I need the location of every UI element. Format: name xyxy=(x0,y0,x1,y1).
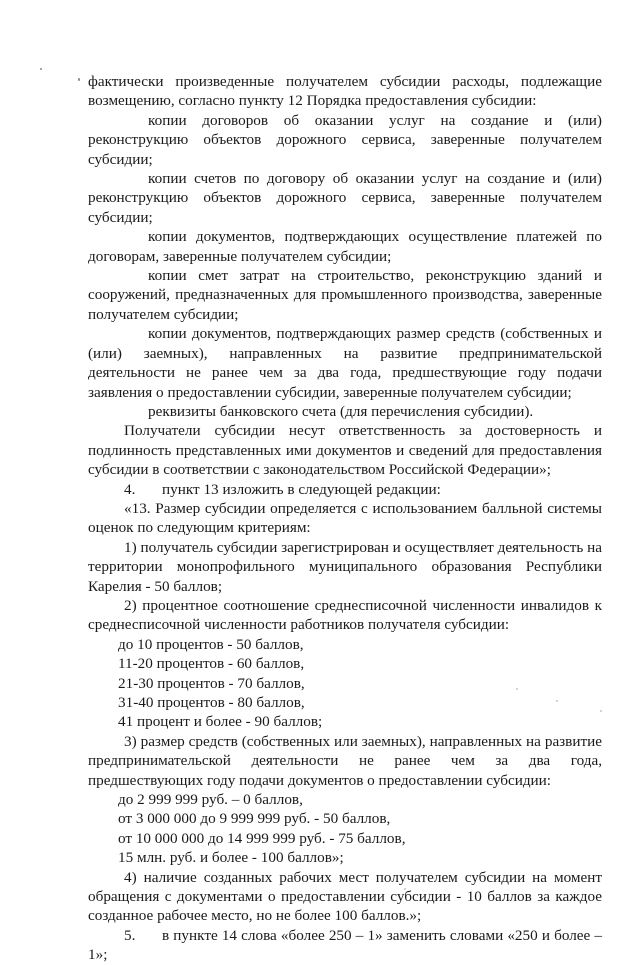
item-4-text: пункт 13 изложить в следующей редакции: xyxy=(162,480,441,498)
paragraph-bank-details: реквизиты банковского счета (для перечисления субсидии). xyxy=(148,402,534,420)
paragraph-funds-copies: копии документов, подтверждающих размер средств (собственных и (или) заемных), направленных на развитие предпринимательской деятельности не ранее чем за два года, предшествующие году подачи заявления о предоставлении субсидии, заверенные получателем субсидии; xyxy=(88,325,602,401)
scan-speck xyxy=(40,68,42,70)
criterion-3-option: от 10 000 000 до 14 999 999 руб. - 75 баллов, xyxy=(118,829,406,847)
document-body xyxy=(88,72,602,965)
item-4 xyxy=(88,480,602,499)
criterion-3-option: от 3 000 000 до 9 999 999 руб. - 50 баллов, xyxy=(118,810,391,828)
criterion-3-option: до 2 999 999 руб. – 0 баллов, xyxy=(118,791,303,809)
paragraph-responsibility: Получатели субсидии несут ответственность за достоверность и подлинность представленных ими документов и сведений для предоставления субсидии в соответствии с законодательством Российской Федерации»; xyxy=(88,422,602,479)
criterion-4: 4) наличие созданных рабочих мест получателем субсидии на момент обращения с документами о предоставлении субсидии - 10 баллов за каждое созданное рабочее место, но не более 100 баллов.»; xyxy=(88,868,602,925)
criterion-2-option: 41 процент и более - 90 баллов; xyxy=(118,713,323,731)
paragraph-estimate-copies: копии смет затрат на строительство, реконструкцию зданий и сооружений, предназначенных для промышленного производства, заверенные получателем субсидии; xyxy=(88,267,602,323)
criterion-2-option: 31-40 процентов - 80 баллов, xyxy=(118,694,305,711)
criterion-3-option: 15 млн. руб. и более - 100 баллов»; xyxy=(118,849,344,867)
criterion-2-option: до 10 процентов - 50 баллов, xyxy=(118,635,304,653)
item-5-text: в пункте 14 слова «более 250 – 1» заменить словами «250 и более – 1»; xyxy=(88,926,602,964)
scan-speck xyxy=(78,78,80,81)
item-5-number: 5. xyxy=(124,926,136,944)
paragraph-expenses: фактически произведенные получателем субсидии расходы, подлежащие возмещению, согласно пункту 12 Порядка предоставления субсидии: xyxy=(88,73,602,110)
criterion-2-option: 11-20 процентов - 60 баллов, xyxy=(118,655,305,673)
criterion-2: 2) процентное соотношение среднесписочной численности инвалидов к среднесписочной численности работников получателя субсидии: xyxy=(88,596,602,634)
paragraph-payment-copies: копии документов, подтверждающих осуществление платежей по договорам, заверенные получателем субсидии; xyxy=(88,228,602,265)
criterion-1: 1) получатель субсидии зарегистрирован и осуществляет деятельность на территории монопрофильного муниципального образования Республики Карелия - 50 баллов; xyxy=(88,538,602,595)
item-5 xyxy=(88,926,602,965)
paragraph-invoice-copies: копии счетов по договору об оказании услуг на создание и (или) реконструкцию объектов дорожного сервиса, заверенные получателем субсидии; xyxy=(88,170,602,226)
paragraph-contract-copies: копии договоров об оказании услуг на создание и (или) реконструкцию объектов дорожного сервиса, заверенные получателем субсидии; xyxy=(88,111,602,168)
criterion-3: 3) размер средств (собственных или заемных), направленных на развитие предпринимательской деятельности не ранее чем за два года, предшествующих году подачи документов о предоставлении субсидии: xyxy=(88,732,602,789)
criterion-2-option: 21-30 процентов - 70 баллов, xyxy=(118,674,305,692)
item-4-number: 4. xyxy=(124,480,136,498)
paragraph-point-13-intro: «13. Размер субсидии определяется с использованием балльной системы оценок по следующим критериям: xyxy=(88,499,602,537)
